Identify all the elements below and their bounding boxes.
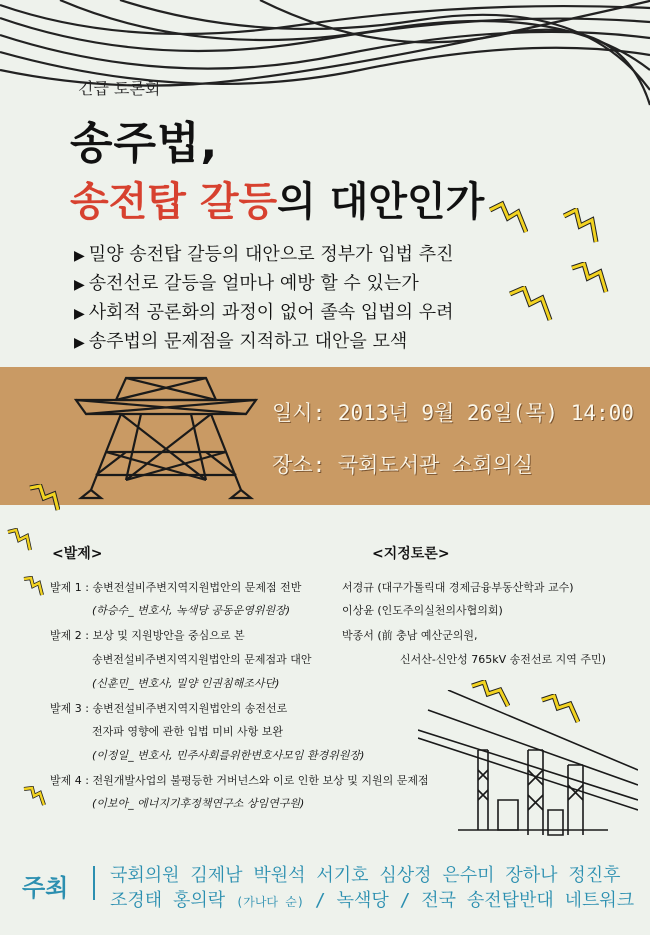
lightning-icon [560, 208, 600, 248]
lightning-icon [470, 680, 510, 710]
title-line-1: 송주법, [70, 118, 219, 169]
event-datetime: 일시: 2013년 9월 26일(목) 14:00 [272, 401, 634, 425]
panel-line: 이상윤 (인도주의실천의사협의회) [342, 604, 503, 617]
presentations-heading: <발제> [52, 546, 103, 562]
bullet-item: ▶ 송주법의 문제점을 지적하고 대안을 모색 [74, 331, 408, 352]
triangle-icon: ▶ [74, 306, 85, 322]
bullet-item: ▶ 밀양 송전탑 갈등의 대안으로 정부가 입법 추진 [74, 244, 454, 265]
bullet-item: ▶ 사회적 공론화의 과정이 없어 졸속 입법의 우려 [74, 302, 454, 323]
host-line-1: 국회의원 김제남 박원석 서기호 심상정 은수미 장하나 정진후 [110, 865, 621, 886]
host-label: 주최 [22, 874, 69, 902]
presentation-line: 송변전설비주변지역지원법안의 문제점과 대안 [92, 653, 312, 666]
panel-line: 박종서 (前 충남 예산군의원, [342, 629, 478, 642]
lightning-icon [540, 694, 580, 726]
lightning-icon [28, 484, 60, 514]
presentation-line: 전자파 영향에 관한 입법 미비 사항 보완 [92, 725, 283, 738]
lightning-icon [570, 262, 610, 298]
title-line-2 [70, 170, 484, 227]
host-line-2: 조경태 홍의락 (가나다 순) / 녹색당 / 전국 송전탑반대 네트워크 [110, 890, 635, 911]
transmission-tower-icon [66, 370, 266, 505]
lightning-icon [22, 786, 46, 808]
presentation-line: (신훈민_ 변호사, 밀양 인권침해조사단) [92, 677, 280, 690]
lightning-icon [488, 200, 528, 240]
lightning-icon [508, 286, 554, 326]
lightning-icon [6, 528, 32, 554]
panel-line: 서경규 (대구가톨릭대 경제금융부동산학과 교수) [342, 581, 574, 594]
triangle-icon: ▶ [74, 248, 85, 264]
lightning-icon [22, 576, 44, 598]
presentation-line: 발제 3 : 송변전설비주변지역지원법안의 송전선로 [50, 702, 288, 715]
panel-heading: <지정토론> [372, 546, 450, 562]
substation-illustration [418, 690, 638, 840]
event-venue: 장소: 국회도서관 소회의실 [272, 453, 534, 477]
bullet-list [74, 241, 453, 357]
presentation-line: 발제 4 : 전원개발사업의 불평등한 거버넌스와 이로 인한 보상 및 지원의 문제점 [50, 774, 429, 787]
triangle-icon: ▶ [74, 335, 85, 351]
presentation-line: (이보아_ 에너지기후정책연구소 상임연구원) [92, 797, 305, 810]
presentation-line: (이정일_ 변호사, 민주사회를위한변호사모임 환경위원장) [92, 749, 365, 762]
title-rest: 의 대안인가 [277, 179, 485, 225]
presentation-line: 발제 1 : 송변전설비주변지역지원법안의 문제점 전반 [50, 581, 302, 594]
divider [93, 866, 95, 900]
presentation-line: 발제 2 : 보상 및 지원방안을 중심으로 본 [50, 629, 245, 642]
panel-line: 신서산-신안성 765kV 송전선로 지역 주민) [400, 653, 606, 666]
event-type: 긴급 토론회 [78, 79, 161, 98]
bullet-item: ▶ 송전선로 갈등을 얼마나 예방 할 수 있는가 [74, 273, 419, 294]
triangle-icon: ▶ [74, 277, 85, 293]
order-note: (가나다 순) [236, 895, 305, 909]
presentation-line: (하승수_ 변호사, 녹색당 공동운영위원장) [92, 604, 291, 617]
title-highlight: 송전탑 갈등 [70, 179, 278, 225]
